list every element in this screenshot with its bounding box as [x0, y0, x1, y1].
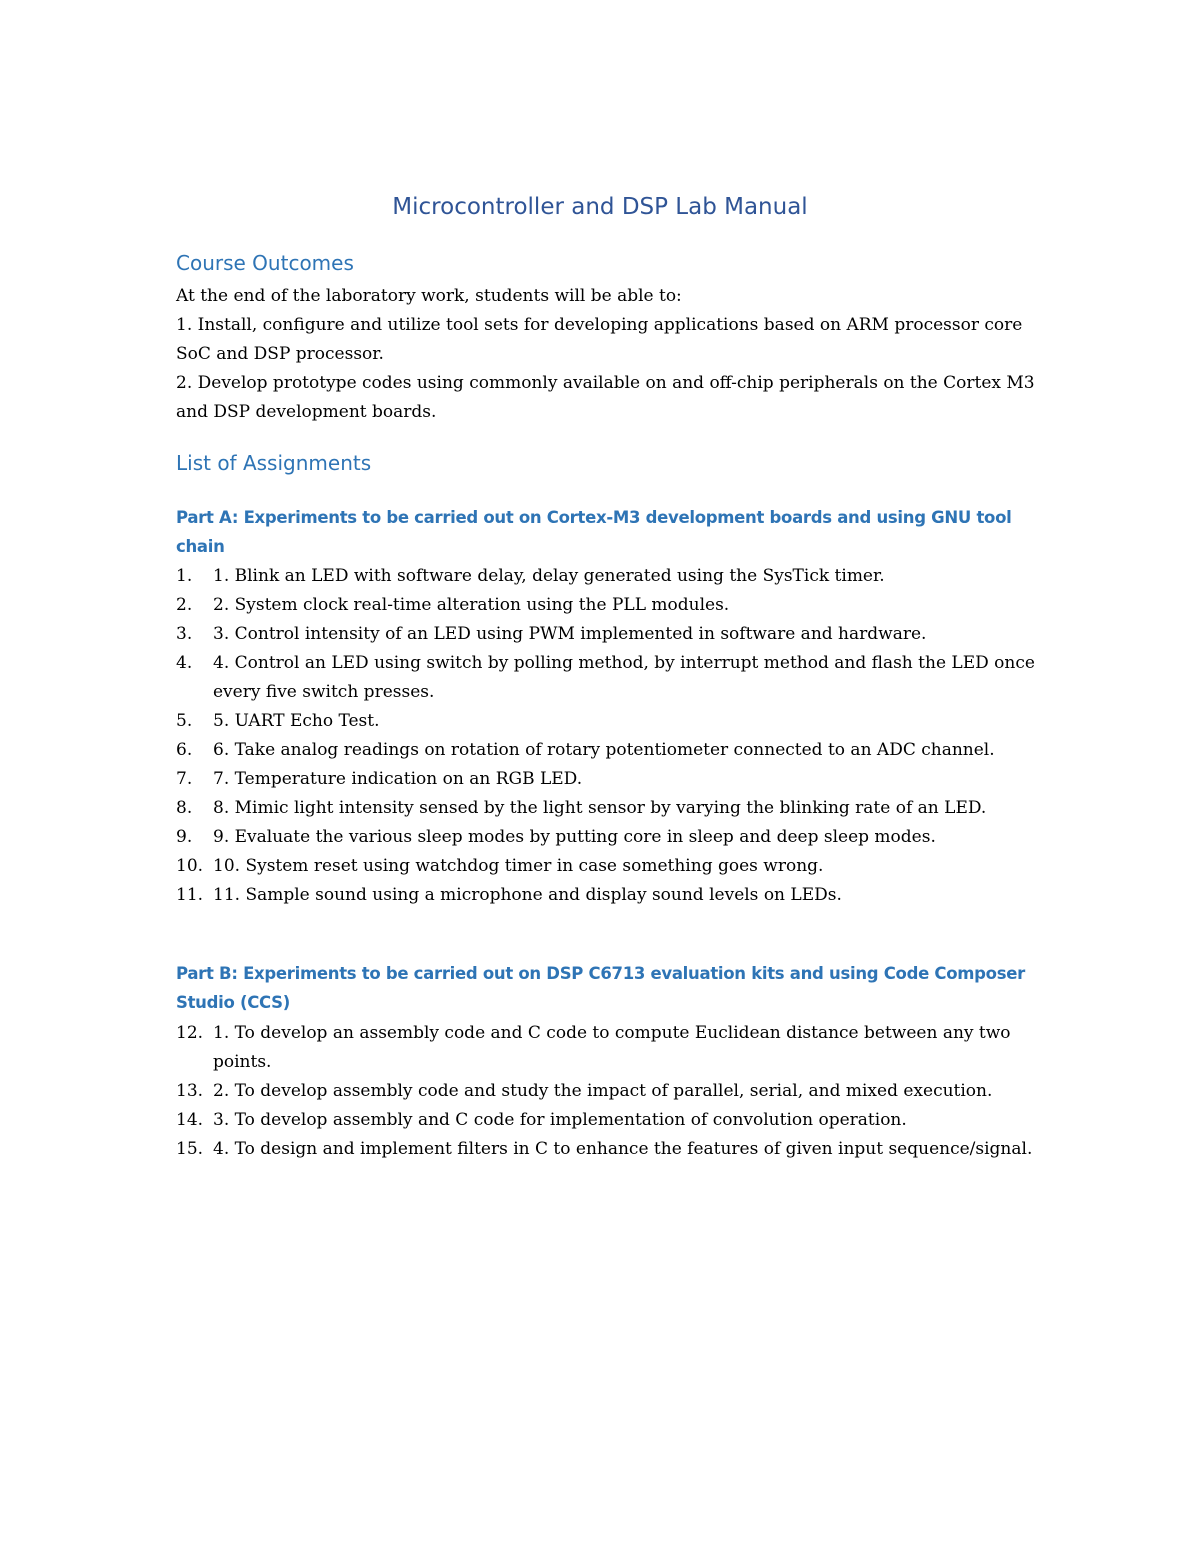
list-item-number: 5.	[176, 711, 193, 731]
list-item	[176, 649, 1036, 707]
list-item	[176, 765, 1036, 794]
document-title: Microcontroller and DSP Lab Manual	[392, 194, 808, 220]
list-item-number: 10.	[176, 856, 204, 876]
list-item-number: 3.	[176, 624, 193, 644]
list-item-text: 2. To develop assembly code and study the impact of parallel, serial, and mixed execution.	[213, 1081, 993, 1101]
list-item	[176, 794, 1036, 823]
list-item	[176, 1106, 1036, 1135]
list-item-number: 12.	[176, 1023, 204, 1043]
course-outcome-item: 1. Install, configure and utilize tool sets for developing applications based on ARM processor core SoC and DSP processor.	[176, 315, 1023, 364]
part-b-heading: Part B: Experiments to be carried out on DSP C6713 evaluation kits and using Code Composer Studio (CCS)	[176, 964, 1025, 1012]
list-item	[176, 591, 1036, 620]
list-item-text: 4. Control an LED using switch by polling method, by interrupt method and flash the LED once every five switch presses.	[213, 653, 1035, 702]
list-item	[176, 620, 1036, 649]
list-item-number: 13.	[176, 1081, 204, 1101]
list-item-number: 2.	[176, 595, 193, 615]
list-item-text: 7. Temperature indication on an RGB LED.	[213, 769, 583, 789]
list-item-number: 1.	[176, 566, 193, 586]
list-item-text: 9. Evaluate the various sleep modes by putting core in sleep and deep sleep modes.	[213, 827, 936, 847]
course-outcome-item: 2. Develop prototype codes using commonly available on and off-chip peripherals on the Cortex M3 and DSP development boards.	[176, 373, 1035, 422]
part-a-heading: Part A: Experiments to be carried out on Cortex-M3 development boards and using GNU tool chain	[176, 508, 1012, 556]
course-outcomes-intro: At the end of the laboratory work, students will be able to:	[176, 286, 682, 306]
list-item-text: 11. Sample sound using a microphone and display sound levels on LEDs.	[213, 885, 842, 905]
list-item	[176, 881, 1036, 910]
list-item-text: 3. To develop assembly and C code for implementation of convolution operation.	[213, 1110, 907, 1130]
list-item-number: 7.	[176, 769, 193, 789]
list-item	[176, 707, 1036, 736]
list-item	[176, 823, 1036, 852]
list-item-text: 4. To design and implement filters in C to enhance the features of given input sequence/signal.	[213, 1139, 1033, 1159]
list-item	[176, 1135, 1036, 1164]
list-item-text: 6. Take analog readings on rotation of rotary potentiometer connected to an ADC channel.	[213, 740, 995, 760]
list-item	[176, 852, 1036, 881]
list-item-text: 1. Blink an LED with software delay, delay generated using the SysTick timer.	[213, 566, 885, 586]
list-item-text: 1. To develop an assembly code and C code to compute Euclidean distance between any two points.	[213, 1023, 1011, 1072]
list-item-number: 4.	[176, 653, 193, 673]
list-item	[176, 736, 1036, 765]
list-item-text: 5. UART Echo Test.	[213, 711, 380, 731]
list-item-number: 9.	[176, 827, 193, 847]
assignments-heading: List of Assignments	[176, 451, 372, 475]
list-item	[176, 1019, 1036, 1077]
list-item	[176, 562, 1036, 591]
list-item-text: 8. Mimic light intensity sensed by the light sensor by varying the blinking rate of an LED.	[213, 798, 987, 818]
list-item-text: 2. System clock real-time alteration using the PLL modules.	[213, 595, 730, 615]
list-item-number: 11.	[176, 885, 204, 905]
list-item-text: 3. Control intensity of an LED using PWM implemented in software and hardware.	[213, 624, 927, 644]
list-item-number: 8.	[176, 798, 193, 818]
list-item-text: 10. System reset using watchdog timer in case something goes wrong.	[213, 856, 824, 876]
course-outcomes-text	[176, 282, 1046, 427]
part-b-list	[176, 1019, 1036, 1164]
part-a-list	[176, 562, 1036, 910]
list-item-number: 6.	[176, 740, 193, 760]
list-item-number: 15.	[176, 1139, 204, 1159]
list-item-number: 14.	[176, 1110, 204, 1130]
course-outcomes-heading: Course Outcomes	[176, 251, 354, 275]
list-item	[176, 1077, 1036, 1106]
